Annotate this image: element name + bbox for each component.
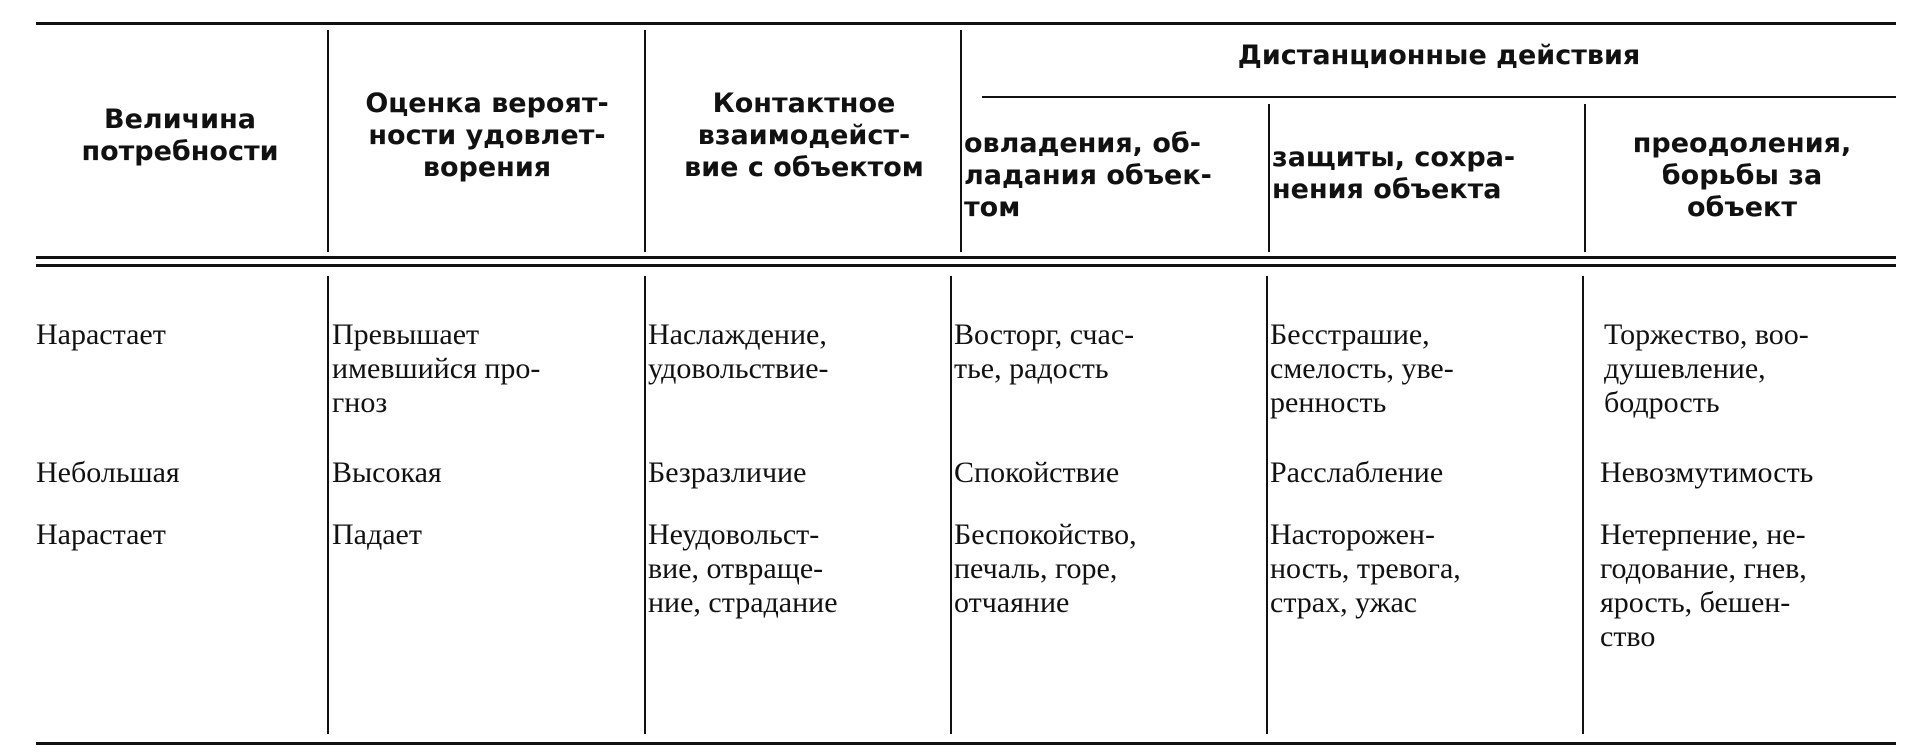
row3-need: Нарастает	[36, 518, 166, 551]
row1-possession: Восторг, счас- тье, радость	[954, 318, 1135, 385]
header-separator-rule	[36, 256, 1896, 259]
header-overcoming: преодоления, борьбы за объект	[1632, 128, 1852, 223]
row2-protection: Расслабление	[1270, 456, 1444, 489]
row1-protection: Бесстрашие, смелость, уве- ренность	[1270, 318, 1454, 419]
row2-contact: Безразличие	[648, 456, 807, 489]
body-column-divider	[644, 276, 646, 734]
header-column-divider	[327, 30, 329, 252]
header-column-divider	[960, 30, 962, 252]
row3-protection: Насторожен- ность, тревога, страх, ужас	[1270, 518, 1461, 619]
row3-overcoming: Нетерпение, не- годование, гнев, ярость, бешен- ство	[1600, 518, 1807, 653]
table-bottom-rule	[36, 742, 1896, 745]
header-possession: овладения, об- ладания объек- том	[964, 128, 1212, 223]
row1-overcoming: Торжество, воо- душевление, бодрость	[1604, 318, 1809, 419]
emotions-table	[36, 0, 1896, 756]
distance-group-rule	[982, 96, 1896, 98]
body-column-divider	[950, 276, 952, 734]
row1-probability: Превышает имевшийся про- гноз	[332, 318, 541, 419]
row2-need: Небольшая	[36, 456, 180, 489]
row2-probability: Высокая	[332, 456, 442, 489]
header-column-divider	[1584, 104, 1586, 252]
row3-contact: Неудовольст- вие, отвраще- ние, страдание	[648, 518, 838, 619]
header-need-magnitude: Величина потребности	[81, 104, 279, 167]
row3-probability: Падает	[332, 518, 422, 551]
table-top-rule	[36, 22, 1896, 25]
header-column-divider	[644, 30, 646, 252]
body-column-divider	[327, 276, 329, 734]
row1-contact: Наслаждение, удовольствие-	[648, 318, 829, 385]
header-column-divider	[1268, 104, 1270, 252]
row3-possession: Беспокойство, печаль, горе, отчаяние	[954, 518, 1137, 619]
header-probability: Оценка вероят- ности удовлет- ворения	[365, 88, 609, 183]
header-separator-rule-double	[36, 264, 1896, 267]
body-column-divider	[1582, 276, 1584, 734]
row2-possession: Спокойствие	[954, 456, 1120, 489]
row2-overcoming: Невозмутимость	[1600, 456, 1814, 489]
row1-need: Нарастает	[36, 318, 166, 351]
header-distance-group: Дистанционные действия	[1237, 40, 1641, 71]
header-contact: Контактное взаимодейст- вие с объектом	[684, 88, 924, 183]
header-protection: защиты, сохра- нения объекта	[1272, 142, 1516, 205]
body-column-divider	[1266, 276, 1268, 734]
